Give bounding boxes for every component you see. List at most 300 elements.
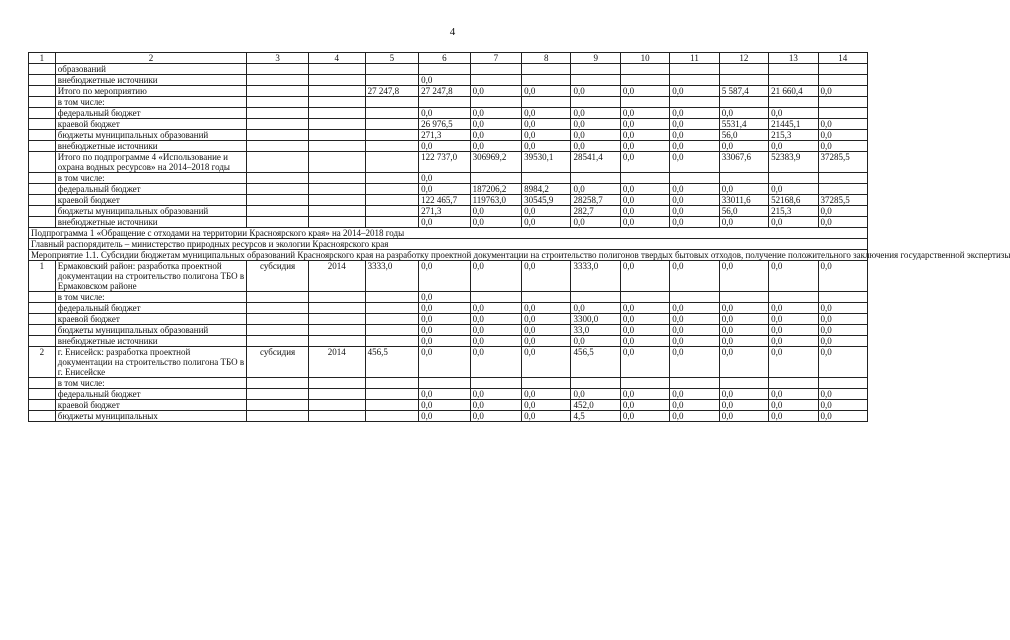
budget-table	[28, 52, 1010, 422]
table-row	[29, 195, 868, 206]
table-cell: 0,0	[470, 108, 521, 119]
table-cell: 0,0	[419, 389, 470, 400]
row-label-cell: в том числе:	[55, 97, 246, 108]
table-cell: 21 660,4	[769, 86, 818, 97]
table-cell	[247, 97, 309, 108]
table-cell: 0,0	[419, 141, 470, 152]
table-cell: 0,0	[620, 195, 669, 206]
table-cell	[365, 64, 419, 75]
table-cell: 27 247,8	[419, 86, 470, 97]
table-cell: 0,0	[620, 206, 669, 217]
table-cell: 0,0	[620, 141, 669, 152]
row-label-cell: внебюджетные источники	[55, 217, 246, 228]
table-cell	[670, 173, 719, 184]
table-cell: 0,0	[670, 336, 719, 347]
table-cell	[769, 97, 818, 108]
table-cell: 0,0	[522, 130, 571, 141]
table-cell: 122 737,0	[419, 152, 470, 173]
table-cell: 0,0	[470, 217, 521, 228]
table-cell: 0,0	[571, 336, 620, 347]
table-cell	[309, 400, 366, 411]
table-cell	[247, 303, 309, 314]
table-cell: 33,0	[571, 325, 620, 336]
table-cell	[818, 75, 867, 86]
table-cell: 0,0	[419, 217, 470, 228]
table-cell: 0,0	[670, 389, 719, 400]
table-cell: 0,0	[419, 108, 470, 119]
table-cell: 0,0	[769, 314, 818, 325]
table-cell: 0,0	[769, 347, 818, 378]
table-cell	[818, 64, 867, 75]
table-cell	[470, 378, 521, 389]
table-cell: 0,0	[522, 86, 571, 97]
table-cell: 0,0	[670, 152, 719, 173]
table-cell: 0,0	[470, 130, 521, 141]
table-cell	[29, 97, 56, 108]
header-cell: 11	[670, 53, 719, 64]
table-cell	[365, 152, 419, 173]
table-cell: 0,0	[419, 292, 470, 303]
table-cell	[571, 378, 620, 389]
table-cell: субсидия	[247, 261, 309, 292]
table-cell: 0,0	[571, 389, 620, 400]
table-cell: 0,0	[571, 141, 620, 152]
table-cell	[309, 336, 366, 347]
table-cell: 0,0	[818, 325, 867, 336]
header-cell: 10	[620, 53, 669, 64]
table-cell	[247, 400, 309, 411]
row-label-cell: в том числе:	[55, 292, 246, 303]
table-cell: 0,0	[719, 411, 768, 422]
table-cell: 21445,1	[769, 119, 818, 130]
header-cell: 7	[470, 53, 521, 64]
table-cell: 0,0	[522, 119, 571, 130]
table-cell	[719, 292, 768, 303]
table-cell: 52383,9	[769, 152, 818, 173]
section-title: Главный распорядитель – министерство природных ресурсов и экологии Красноярского края	[29, 239, 868, 250]
table-cell: 0,0	[571, 130, 620, 141]
table-cell: 0,0	[470, 261, 521, 292]
table-cell	[365, 217, 419, 228]
table-cell: 0,0	[670, 314, 719, 325]
row-label-cell: внебюджетные источники	[55, 336, 246, 347]
table-cell: 0,0	[769, 141, 818, 152]
table-cell: 0,0	[670, 261, 719, 292]
table-cell: 0,0	[670, 400, 719, 411]
table-cell	[309, 119, 366, 130]
table-cell	[309, 86, 366, 97]
table-cell: 0,0	[769, 336, 818, 347]
table-cell	[620, 378, 669, 389]
table-cell	[769, 75, 818, 86]
row-label-cell: бюджеты муниципальных	[55, 411, 246, 422]
table-cell	[670, 97, 719, 108]
table-cell	[719, 378, 768, 389]
header-cell: 9	[571, 53, 620, 64]
table-cell	[818, 184, 867, 195]
table-cell: 0,0	[719, 303, 768, 314]
table-cell	[29, 130, 56, 141]
table-cell: 28258,7	[571, 195, 620, 206]
table-row	[29, 314, 868, 325]
table-cell: 0,0	[670, 303, 719, 314]
table-cell	[365, 303, 419, 314]
table-cell	[670, 75, 719, 86]
table-cell	[365, 292, 419, 303]
row-label-cell: Итого по подпрограмме 4 «Использование и охрана водных ресурсов» на 2014–2018 годы	[55, 152, 246, 173]
table-cell: 0,0	[769, 400, 818, 411]
table-cell: 0,0	[719, 347, 768, 378]
table-cell: 0,0	[670, 347, 719, 378]
table-cell: 0,0	[571, 119, 620, 130]
table-cell: 0,0	[571, 303, 620, 314]
table-cell: 0,0	[818, 411, 867, 422]
table-cell	[818, 97, 867, 108]
table-cell: 0,0	[620, 314, 669, 325]
table-cell	[247, 86, 309, 97]
table-cell	[365, 173, 419, 184]
table-cell: 0,0	[419, 347, 470, 378]
table-row	[29, 325, 868, 336]
table-cell: 0,0	[670, 411, 719, 422]
table-cell: 0,0	[818, 119, 867, 130]
page-number: 4	[449, 26, 456, 38]
table-cell: 39530,1	[522, 152, 571, 173]
table-cell	[719, 173, 768, 184]
table-cell	[247, 108, 309, 119]
table-cell	[247, 173, 309, 184]
table-cell	[309, 314, 366, 325]
table-cell: 8984,2	[522, 184, 571, 195]
table-cell	[365, 141, 419, 152]
table-cell	[818, 173, 867, 184]
table-cell	[719, 75, 768, 86]
table-cell: 0,0	[769, 217, 818, 228]
table-cell: 0,0	[670, 119, 719, 130]
table-cell: 0,0	[620, 184, 669, 195]
table-cell	[247, 141, 309, 152]
table-cell: 282,7	[571, 206, 620, 217]
table-cell	[29, 217, 56, 228]
table-cell: 0,0	[620, 325, 669, 336]
table-cell: 0,0	[571, 184, 620, 195]
table-cell	[620, 292, 669, 303]
table-cell: 0,0	[719, 336, 768, 347]
table-cell	[29, 378, 56, 389]
table-cell: 0,0	[670, 325, 719, 336]
table-cell: 0,0	[419, 303, 470, 314]
table-cell: 30545,9	[522, 195, 571, 206]
table-cell: 0,0	[522, 314, 571, 325]
table-cell: 5 587,4	[719, 86, 768, 97]
table-cell: 0,0	[419, 314, 470, 325]
table-row	[29, 389, 868, 400]
table-cell	[309, 130, 366, 141]
table-row	[29, 206, 868, 217]
table-cell	[247, 64, 309, 75]
table-row	[29, 184, 868, 195]
table-cell: 2014	[309, 347, 366, 378]
row-label-cell: бюджеты муниципальных образований	[55, 130, 246, 141]
row-label-cell: бюджеты муниципальных образований	[55, 206, 246, 217]
table-cell: 37285,5	[818, 195, 867, 206]
table-cell	[247, 130, 309, 141]
table-row	[29, 217, 868, 228]
table-cell: 0,0	[620, 261, 669, 292]
table-row	[29, 336, 868, 347]
table-cell: 0,0	[620, 86, 669, 97]
table-row	[29, 261, 868, 292]
table-cell	[365, 130, 419, 141]
row-label-cell: внебюджетные источники	[55, 75, 246, 86]
table-cell: 0,0	[522, 303, 571, 314]
table-cell	[29, 400, 56, 411]
table-cell: 0,0	[522, 261, 571, 292]
table-cell	[365, 378, 419, 389]
table-cell: 0,0	[571, 217, 620, 228]
row-label-cell: краевой бюджет	[55, 400, 246, 411]
table-row	[29, 108, 868, 119]
table-cell	[309, 303, 366, 314]
header-cell: 4	[309, 53, 366, 64]
table-cell	[29, 108, 56, 119]
table-cell: 0,0	[818, 217, 867, 228]
table-cell	[365, 119, 419, 130]
table-cell: 56,0	[719, 130, 768, 141]
table-cell: 0,0	[522, 108, 571, 119]
table-cell: 0,0	[522, 400, 571, 411]
table-cell: 0,0	[818, 389, 867, 400]
table-cell	[769, 292, 818, 303]
table-cell: 0,0	[571, 108, 620, 119]
table-cell: 0,0	[670, 195, 719, 206]
table-cell: 0,0	[620, 336, 669, 347]
table-cell: 119763,0	[470, 195, 521, 206]
table-cell	[365, 206, 419, 217]
table-cell	[309, 325, 366, 336]
header-cell: 3	[247, 53, 309, 64]
table-cell: 0,0	[470, 336, 521, 347]
table-cell	[419, 97, 470, 108]
table-cell: 271,3	[419, 206, 470, 217]
table-row	[29, 303, 868, 314]
table-cell: 3300,0	[571, 314, 620, 325]
table-cell	[29, 303, 56, 314]
table-cell: 0,0	[818, 314, 867, 325]
table-cell: 0,0	[620, 389, 669, 400]
table-cell: 0,0	[818, 261, 867, 292]
table-row	[29, 141, 868, 152]
column-number-row	[29, 53, 868, 64]
table-cell	[620, 97, 669, 108]
table-cell	[470, 64, 521, 75]
table-cell: 0,0	[470, 141, 521, 152]
table-cell	[29, 389, 56, 400]
table-cell	[365, 195, 419, 206]
table-cell: 0,0	[522, 411, 571, 422]
table-cell: 456,5	[365, 347, 419, 378]
row-label-cell: федеральный бюджет	[55, 184, 246, 195]
table-cell	[620, 64, 669, 75]
table-cell: 37285,5	[818, 152, 867, 173]
table-cell: 0,0	[818, 336, 867, 347]
header-cell: 8	[522, 53, 571, 64]
table-cell: 33011,6	[719, 195, 768, 206]
table-cell	[29, 195, 56, 206]
table-body	[29, 64, 1010, 422]
table-row	[29, 400, 868, 411]
table-cell	[719, 64, 768, 75]
table-cell: 215,3	[769, 206, 818, 217]
table-cell: 0,0	[470, 86, 521, 97]
table-cell: 452,0	[571, 400, 620, 411]
row-label-cell: федеральный бюджет	[55, 303, 246, 314]
table-cell	[365, 325, 419, 336]
table-cell	[309, 141, 366, 152]
table-cell	[29, 86, 56, 97]
table-cell	[365, 75, 419, 86]
table-cell: 0,0	[818, 141, 867, 152]
table-cell	[29, 314, 56, 325]
table-cell: 0,0	[470, 303, 521, 314]
row-label-cell: г. Енисейск: разработка проектной документации на строительство полигона ТБО в г. Енисейске	[55, 347, 246, 378]
table-cell: 0,0	[818, 206, 867, 217]
table-cell	[419, 64, 470, 75]
table-cell	[365, 314, 419, 325]
table-cell: 0,0	[719, 400, 768, 411]
table-cell: 0,0	[419, 400, 470, 411]
table-cell: 0,0	[620, 400, 669, 411]
table-cell	[309, 217, 366, 228]
table-cell	[29, 75, 56, 86]
table-cell	[29, 184, 56, 195]
table-cell	[470, 292, 521, 303]
table-cell	[470, 173, 521, 184]
row-label-cell: Итого по мероприятию	[55, 86, 246, 97]
table-cell	[522, 97, 571, 108]
table-cell: 52168,6	[769, 195, 818, 206]
table-cell: 0,0	[769, 325, 818, 336]
table-cell	[247, 217, 309, 228]
table-cell: 0,0	[818, 86, 867, 97]
table-cell	[571, 64, 620, 75]
table-cell: 0,0	[419, 336, 470, 347]
table-cell	[29, 336, 56, 347]
table-cell: 0,0	[419, 173, 470, 184]
table-cell: 0,0	[522, 347, 571, 378]
table-cell	[247, 336, 309, 347]
table-row	[29, 75, 868, 86]
table-cell: 0,0	[419, 75, 470, 86]
table-cell	[29, 292, 56, 303]
row-label-cell: федеральный бюджет	[55, 108, 246, 119]
table-cell: 0,0	[670, 141, 719, 152]
table-cell	[309, 378, 366, 389]
table-cell: 0,0	[522, 336, 571, 347]
table-cell: 0,0	[818, 347, 867, 378]
section-row	[29, 250, 868, 261]
table-cell	[670, 292, 719, 303]
table-cell: 0,0	[470, 206, 521, 217]
header-cell: 14	[818, 53, 867, 64]
table-cell	[522, 378, 571, 389]
table-cell: 56,0	[719, 206, 768, 217]
table-cell: 0,0	[719, 261, 768, 292]
row-label-cell: в том числе:	[55, 173, 246, 184]
table-cell	[365, 411, 419, 422]
table-cell: 0,0	[620, 108, 669, 119]
table-cell	[818, 378, 867, 389]
table-cell: 0,0	[522, 217, 571, 228]
table-cell	[571, 292, 620, 303]
table-cell	[365, 336, 419, 347]
row-label-cell: краевой бюджет	[55, 195, 246, 206]
row-label-cell: Ермаковский район: разработка проектной документации на строительство полигона ТБО в Ермаковском районе	[55, 261, 246, 292]
table-cell	[365, 108, 419, 119]
table-cell	[309, 97, 366, 108]
table-cell: 0,0	[670, 86, 719, 97]
table-cell: 0,0	[419, 325, 470, 336]
table-row	[29, 119, 868, 130]
table-row	[29, 347, 868, 378]
table-cell: 0,0	[522, 325, 571, 336]
row-label-cell: краевой бюджет	[55, 314, 246, 325]
table-cell: 0,0	[470, 314, 521, 325]
table-cell	[522, 292, 571, 303]
table-cell	[470, 97, 521, 108]
header-cell: 6	[419, 53, 470, 64]
header-cell: 5	[365, 53, 419, 64]
table-cell	[769, 173, 818, 184]
table-cell	[571, 97, 620, 108]
table-cell	[309, 195, 366, 206]
table-cell	[309, 184, 366, 195]
table-cell: 0,0	[620, 217, 669, 228]
table-cell: 0,0	[620, 347, 669, 378]
table-cell	[522, 64, 571, 75]
table-cell: 215,3	[769, 130, 818, 141]
table-cell	[29, 206, 56, 217]
table-cell	[29, 141, 56, 152]
table-cell: 0,0	[620, 130, 669, 141]
table-cell: 0,0	[670, 217, 719, 228]
table-cell: 0,0	[620, 152, 669, 173]
table-cell: 0,0	[719, 389, 768, 400]
table-cell	[29, 173, 56, 184]
table-cell	[309, 206, 366, 217]
table-row	[29, 292, 868, 303]
table-cell	[620, 173, 669, 184]
table-cell	[309, 389, 366, 400]
table-cell: 0,0	[818, 130, 867, 141]
table-cell	[309, 173, 366, 184]
table-cell	[365, 97, 419, 108]
table-cell: 0,0	[470, 411, 521, 422]
table-cell: 0,0	[719, 314, 768, 325]
table-cell: 0,0	[522, 141, 571, 152]
table-cell: 0,0	[620, 411, 669, 422]
table-cell: 0,0	[769, 261, 818, 292]
table-row	[29, 97, 868, 108]
table-cell	[419, 378, 470, 389]
table-cell: 0,0	[719, 184, 768, 195]
table-cell	[470, 75, 521, 86]
section-row	[29, 239, 868, 250]
table-cell	[620, 75, 669, 86]
table-cell	[522, 173, 571, 184]
table-cell	[365, 389, 419, 400]
table-cell	[247, 195, 309, 206]
